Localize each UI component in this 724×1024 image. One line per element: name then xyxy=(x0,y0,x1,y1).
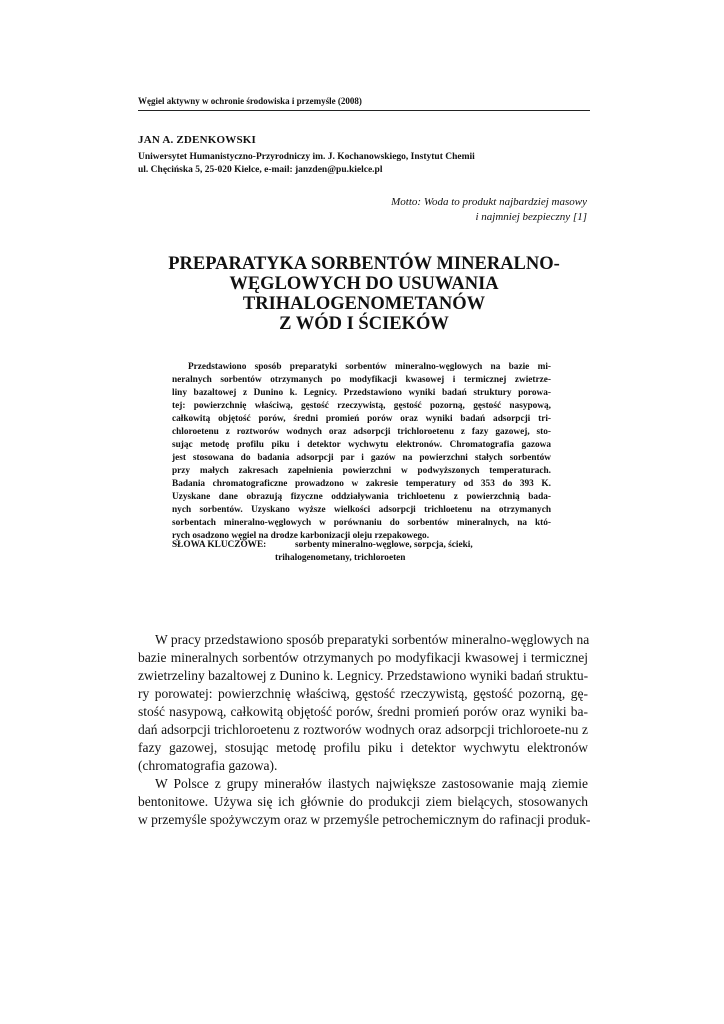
abstract-line: chloroetenu z roztworów wodnych oraz adsorpcji trichloroetenu z fazy gazowej, sto- xyxy=(172,427,551,437)
paper-title-line: WĘGLOWYCH DO USUWANIA xyxy=(229,274,499,294)
abstract-line: jest stosowana do badania adsorpcji par i gazów na powierzchni stałych sorbentów xyxy=(172,453,551,463)
body-text-line: w przemyśle spożywczym oraz w przemyśle petrochemicznym do rafinacji produk- xyxy=(138,812,591,827)
body-text-line: W pracy przedstawiono sposób preparatyki sorbentów mineralno-węglowych na xyxy=(155,632,590,647)
abstract-line: przy małych zakresach zapełnienia powierzchni w podwyższonych temperaturach. xyxy=(172,466,551,476)
body-text-line: ry porowatej: powierzchnię właściwą, gęstość rzeczywistą, gęstość pozorną, gę- xyxy=(138,686,588,701)
body-text-line: zwietrzeliny bazaltowej z Dunino k. Legnicy. Przedstawiono wyniki badań struktu- xyxy=(138,668,589,683)
abstract-line: Uzyskane dane obrazują fizyczne oddziaływania trichloetenu z powierzchnią bada- xyxy=(172,492,551,502)
abstract-line: sorbentach mineralno-węglowych w porównaniu do sorbentów mineralnych, na któ- xyxy=(172,518,551,528)
running-head: Węgiel aktywny w ochronie środowiska i przemyśle (2008) xyxy=(138,96,362,106)
keywords-line: trihalogenometany, trichloroeten xyxy=(275,553,406,563)
body-text-line: (chromatografia gazowa). xyxy=(138,758,278,773)
keywords-label: SŁOWA KLUCZOWE: xyxy=(172,540,267,550)
abstract-line: neralnych sorbentów otrzymanych po modyfikacji kwasowej i termicznej zwietrze- xyxy=(172,375,551,385)
paper-title-line: Z WÓD I ŚCIEKÓW xyxy=(279,314,449,334)
abstract-line: tej: powierzchnię właściwą, gęstość rzeczywistą, gęstość pozorną, gęstość nasypową, xyxy=(172,401,551,411)
abstract-line: całkowitą objętość porów, średni promień porów oraz wyniki badań adsorpcji tri- xyxy=(172,414,551,424)
abstract-line: Przedstawiono sposób preparatyki sorbentów mineralno-węglowych na bazie mi- xyxy=(188,362,551,372)
author-address-line: ul. Chęcińska 5, 25-020 Kielce, e-mail: janzden@pu.kielce.pl xyxy=(138,165,383,175)
author-name: JAN A. ZDENKOWSKI xyxy=(138,134,257,146)
paper-title-line: TRIHALOGENOMETANÓW xyxy=(242,294,486,314)
abstract-line: liny bazaltowej z Dunino k. Legnicy. Przedstawiono wyniki badań struktury porowa- xyxy=(172,388,551,398)
motto-line: Motto: Woda to produkt najbardziej masowy xyxy=(391,196,587,208)
body-text-line: stość nasypową, całkowitą objętość porów, średni promień porów oraz wyniki ba- xyxy=(138,704,588,719)
body-text-line: fazy gazowej, stosując metodę profilu piku i detektor wychwytu elektronów xyxy=(138,740,588,755)
body-text-line: bentonitowe. Używa się ich głównie do produkcji ziem bielących, stosowanych xyxy=(138,794,588,809)
abstract-line: nych sorbentów. Uzyskano wyższe wielkości adsorpcji trichloetenu na otrzymanych xyxy=(172,505,551,515)
keywords-line: sorbenty mineralno-węglowe, sorpcja, ścieki, xyxy=(295,540,473,550)
body-text-line: W Polsce z grupy minerałów ilastych największe zastosowanie mają ziemie xyxy=(155,776,588,791)
motto-line: i najmniej bezpieczny [1] xyxy=(475,211,587,223)
abstract-line: Badania chromatograficzne prowadzono w zakresie temperatury od 353 do 393 K. xyxy=(172,479,551,489)
paper-title-line: PREPARATYKA SORBENTÓW MINERALNO- xyxy=(168,254,560,274)
header-rule xyxy=(138,110,590,111)
body-text-line: bazie mineralnych sorbentów otrzymanych po modyfikacji kwasowej i termicznej xyxy=(138,650,588,665)
author-affiliation-line: Uniwersytet Humanistyczno-Przyrodniczy im. J. Kochanowskiego, Instytut Chemii xyxy=(138,152,475,162)
abstract-line: sując metodę profilu piku i detektor wychwytu elektronów. Chromatografia gazowa xyxy=(172,440,551,450)
body-text-line: dań adsorpcji trichloroetenu z roztworów wodnych oraz adsorpcji trichloroete-nu z xyxy=(138,722,588,737)
abstract-line: rych osadzono węgiel na drodze karbonizacji oleju rzepakowego. xyxy=(172,531,430,541)
